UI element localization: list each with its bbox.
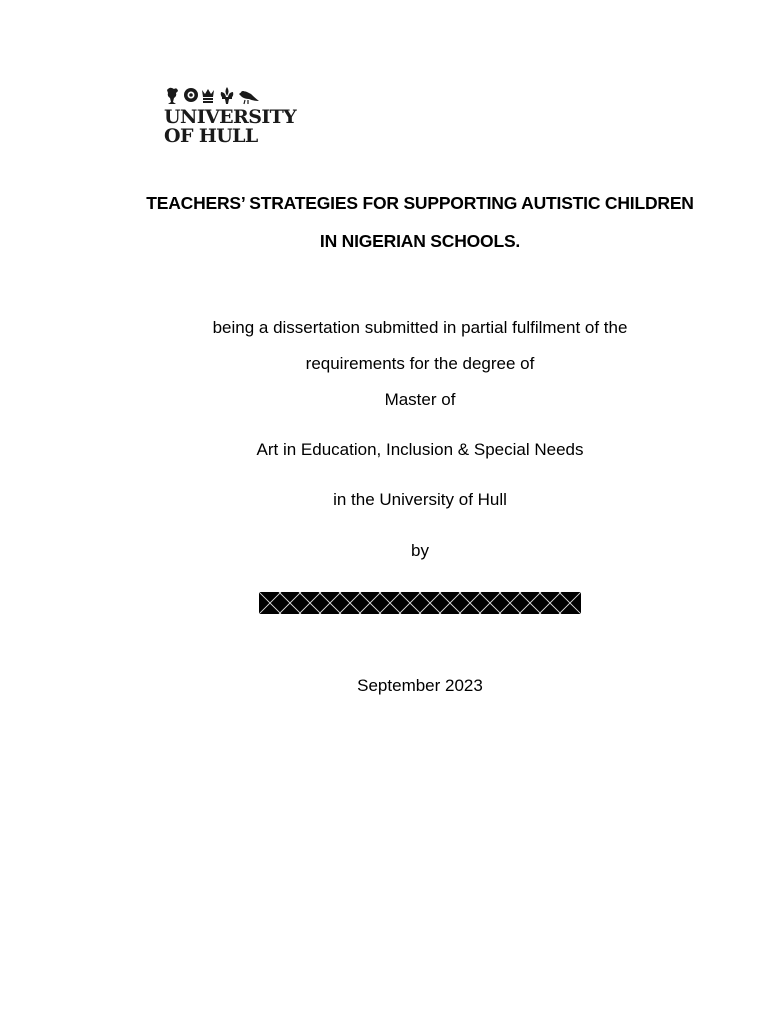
fleur-de-lis-icon xyxy=(221,87,234,104)
degree-name: Art in Education, Inclusion & Special Needs xyxy=(256,440,584,459)
submission-line-1: being a dissertation submitted in partial fulfilment of the xyxy=(212,318,628,337)
institution-line: in the University of Hull xyxy=(333,490,507,509)
logo-of-hull-text: OF HULL xyxy=(164,125,258,147)
redacted-author-name xyxy=(259,592,581,614)
redaction-pattern xyxy=(259,592,581,614)
dissertation-title-line-1: TEACHERS’ STRATEGIES FOR SUPPORTING AUTISTIC CHILDREN xyxy=(146,193,694,213)
submission-line-3: Master of xyxy=(384,390,456,409)
sun-icon xyxy=(184,88,198,102)
heraldic-icons xyxy=(165,86,265,106)
dissertation-title-line-2: IN NIGERIAN SCHOOLS. xyxy=(319,231,521,251)
submission-date: September 2023 xyxy=(357,676,483,695)
rose-icon xyxy=(167,88,178,104)
by-line: by xyxy=(411,541,429,560)
crown-icon xyxy=(202,89,214,103)
logo-university-text: UNIVERSITY xyxy=(164,106,297,128)
bird-icon xyxy=(239,91,259,104)
university-logo xyxy=(164,86,304,147)
submission-line-2: requirements for the degree of xyxy=(305,354,535,373)
